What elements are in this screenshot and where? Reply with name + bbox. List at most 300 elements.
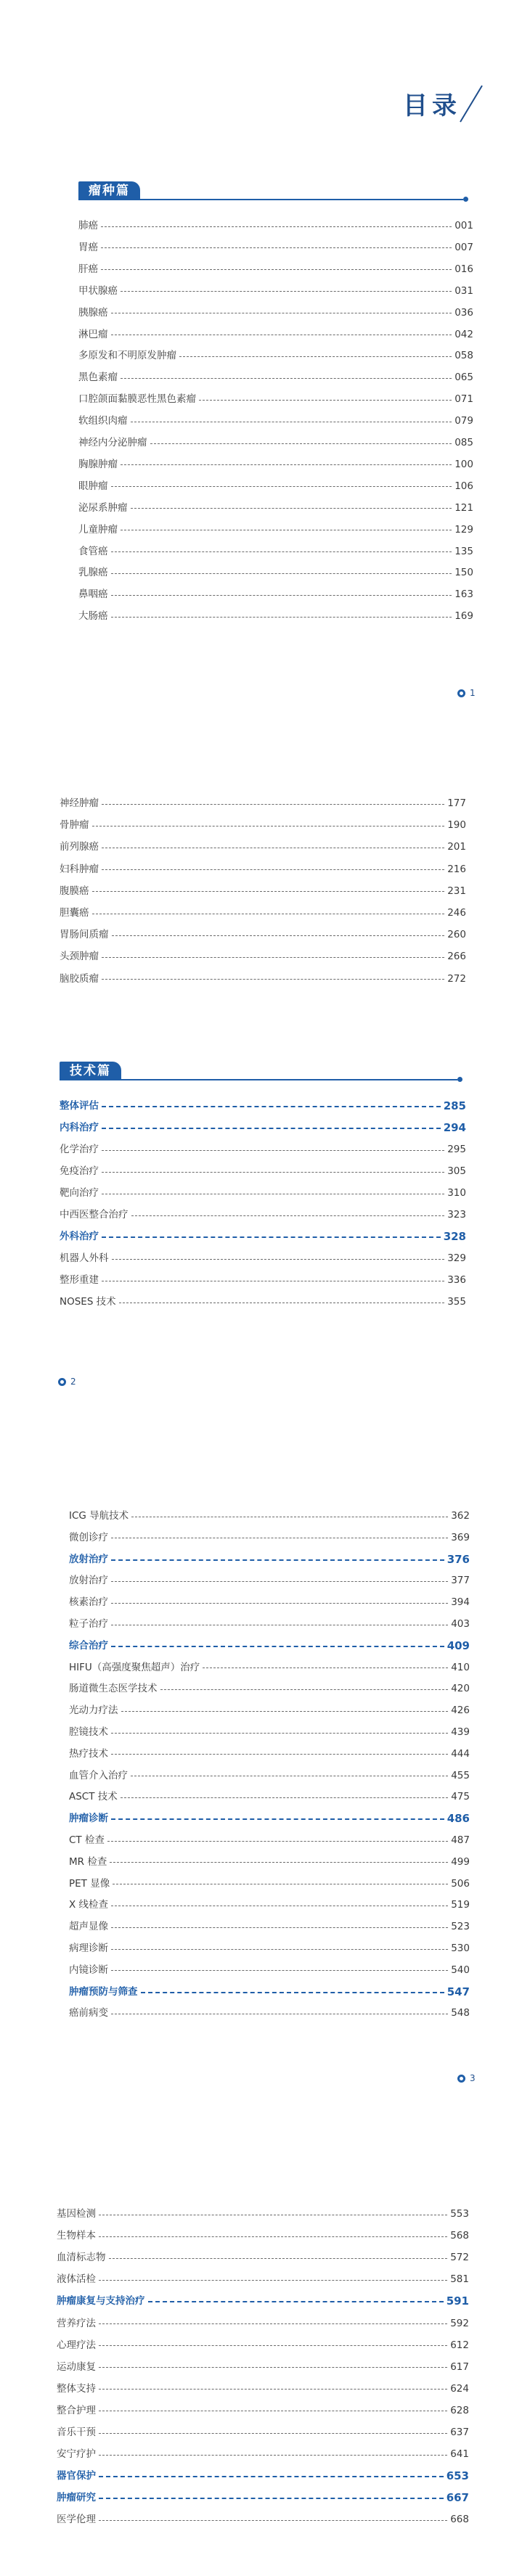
toc-entry-label: 胸腺肿瘤 [78,458,118,470]
toc-entry-page: 150 [454,567,473,579]
toc-row[interactable] [78,414,473,427]
toc-entry-page: 444 [451,1747,470,1760]
toc-entry-page: 591 [446,2294,469,2308]
dot-leader [99,2280,447,2281]
toc-entry-label: 多原发和不明原发肿瘤 [78,350,176,362]
toc-entry-label: 肝癌 [78,263,98,275]
toc-entry-page: 369 [451,1531,470,1543]
dot-leader [111,1970,448,1971]
toc-entry-page: 668 [450,2514,469,2526]
toc-entry-label: 前列腺癌 [60,841,99,853]
section-rule-dot [463,197,468,202]
toc-row[interactable] [69,1985,470,1998]
title-slash-decoration [0,0,530,145]
toc-row[interactable] [60,1121,466,1134]
toc-entry-label: 运动康复 [57,2360,96,2373]
toc-entry-page: 628 [450,2404,469,2416]
toc-entry-page: 592 [450,2317,469,2329]
dot-leader [99,2520,447,2521]
dot-leader [179,356,452,357]
toc-row[interactable] [78,501,473,514]
toc-entry-page: 328 [443,1230,466,1243]
toc-row[interactable] [78,349,473,362]
toc-entry-page: 519 [451,1899,470,1911]
dot-leader [121,464,452,465]
dot-leader [99,2389,447,2390]
toc-entry-label: 核素治疗 [69,1596,108,1609]
toc-row[interactable] [57,2339,469,2352]
toc-row[interactable] [69,1790,470,1803]
toc-entry-page: 305 [447,1165,466,1177]
toc-row[interactable] [57,2360,469,2374]
dot-leader [111,595,452,596]
section-badge: 瘤种篇 [78,181,140,200]
toc-row[interactable] [57,2448,469,2461]
toc-entry-page: 100 [454,458,473,470]
toc-entry-label: 机器人外科 [60,1252,109,1264]
toc-entry-label: 微创诊疗 [69,1531,108,1543]
toc-entry-label: HIFU（高强度聚焦超声）治疗 [69,1661,200,1673]
dot-leader [99,2433,447,2434]
toc-row[interactable] [57,2491,469,2504]
toc-row[interactable] [60,950,466,963]
toc-row[interactable] [69,1834,470,1847]
toc-entry-label: MR 检查 [69,1855,107,1868]
dot-leader [111,573,452,574]
dot-leader [111,1581,448,1582]
toc-row[interactable] [78,284,473,298]
dot-leader [101,269,452,270]
toc-entry-page: 523 [451,1921,470,1933]
toc-entry-page: 042 [454,328,473,340]
toc-entry-label: 妇科肿瘤 [60,863,99,875]
toc-row[interactable] [60,1099,466,1112]
toc-entry-page: 016 [454,263,473,275]
toc-entry-page: 106 [454,480,473,492]
toc-row[interactable] [69,1855,470,1869]
toc-entry-label: 肿瘤研究 [57,2492,96,2504]
toc-entry-page: 572 [450,2252,469,2264]
toc-entry-label: NOSES 技术 [60,1296,116,1308]
toc-entry-label: 肿瘤诊断 [69,1813,108,1825]
toc-entry-label: 整体评估 [60,1100,99,1112]
toc-entry-label: 化学治疗 [60,1144,99,1155]
toc-row[interactable] [69,1574,470,1587]
dot-leader [112,1259,445,1260]
toc-entry-page: 410 [451,1661,470,1673]
dot-leader [111,1733,448,1734]
toc-entry-page: 294 [443,1121,466,1134]
dot-leader [102,957,444,958]
toc-row[interactable] [60,928,466,941]
toc-row[interactable] [57,2469,469,2482]
toc-row[interactable] [69,1747,470,1760]
toc-row[interactable] [57,2404,469,2417]
toc-row[interactable] [78,263,473,276]
page-number: 1 [470,688,476,698]
page-marker [457,2073,476,2083]
toc-row[interactable] [57,2426,469,2439]
toc-entry-page: 499 [451,1855,470,1868]
toc-entry-page: 426 [451,1705,470,1717]
page-marker [58,1377,76,1387]
toc-row[interactable] [60,885,466,898]
dot-leader [101,226,452,227]
toc-entry-page: 403 [451,1618,470,1630]
toc-entry-label: 胰腺癌 [78,306,108,319]
toc-entry-label: 食管癌 [78,545,108,557]
dot-leader [102,979,444,980]
dot-leader [121,1711,449,1712]
dot-leader [111,1754,448,1755]
toc-entry-label: 黑色素瘤 [78,372,118,384]
toc-entry-label: 靶向治疗 [60,1187,99,1199]
toc-entry-page: 310 [447,1187,466,1199]
toc-row[interactable] [69,1877,470,1890]
toc-entry-page: 216 [447,863,466,875]
toc-row[interactable] [60,1186,466,1199]
toc-entry-label: 内科治疗 [60,1122,99,1133]
dot-leader [111,1646,444,1647]
toc-row[interactable] [69,1898,470,1911]
toc-entry-page: 653 [446,2469,469,2483]
toc-entry-page: 553 [450,2208,469,2220]
dot-leader [99,2367,447,2368]
toc-entry-label: 儿童肿瘤 [78,523,118,536]
toc-entry-label: 光动力疗法 [69,1705,118,1717]
toc-entry-page: 231 [447,885,466,897]
toc-row[interactable] [60,1273,466,1287]
toc-entry-label: 免疫治疗 [60,1165,99,1177]
dot-leader [141,1992,444,1993]
toc-entry-label: 肿瘤预防与筛查 [69,1985,138,1998]
toc-row[interactable] [69,1639,470,1652]
toc-entry-label: 淋巴瘤 [78,328,108,340]
dot-leader [112,935,445,936]
toc-row[interactable] [60,1165,466,1178]
toc-row[interactable] [69,1661,470,1674]
toc-entry-page: 547 [447,1985,470,1998]
toc-row[interactable] [60,797,466,810]
page-marker-icon [457,689,465,697]
dot-leader [199,400,452,401]
toc-entry-page: 190 [447,819,466,832]
toc-entry-label: 血清标志物 [57,2252,106,2264]
page-number: 2 [70,1377,76,1387]
dot-leader [160,1689,449,1690]
toc-entry-label: 软组织肉瘤 [78,415,128,427]
toc-row[interactable] [69,1920,470,1933]
section-rule-dot [457,1077,462,1082]
dot-leader [111,1818,444,1820]
dot-leader [99,2498,444,2499]
toc-entry-label: X 线检查 [69,1899,109,1911]
toc-entry-label: 胃肠间质瘤 [60,929,109,941]
toc-row[interactable] [78,566,473,579]
dot-leader [111,551,452,552]
page-marker-icon [58,1378,66,1386]
toc-entry-label: 营养疗法 [57,2317,96,2329]
toc-entry-label: 腹膜癌 [60,885,89,897]
toc-entry-page: 036 [454,306,473,319]
toc-row[interactable] [78,219,473,232]
toc-entry-page: 568 [450,2230,469,2242]
dot-leader [110,1862,448,1863]
section-badge: 技术篇 [60,1062,121,1080]
toc-title: 目录 [403,91,461,120]
toc-entry-page: 246 [447,907,466,919]
toc-entry-label: ICG 导航技术 [69,1510,129,1522]
toc-row[interactable] [78,523,473,536]
toc-entry-page: 065 [454,372,473,384]
toc-entry-page: 362 [451,1510,470,1522]
toc-row[interactable] [69,1531,470,1544]
section-rule [78,199,463,200]
dot-leader [99,2345,447,2346]
toc-entry-page: 581 [450,2273,469,2286]
dot-leader [131,508,452,509]
dot-leader [99,2476,444,2477]
dot-leader [109,2258,448,2259]
toc-entry-label: 外科治疗 [60,1231,99,1242]
toc-entry-page: 001 [454,220,473,231]
toc-row[interactable] [69,1509,470,1522]
toc-entry-page: 085 [454,437,473,448]
toc-entry-page: 455 [451,1769,470,1781]
section-rule [60,1079,457,1080]
toc-entry-label: 肿瘤康复与支持治疗 [57,2295,145,2308]
toc-entry-label: 放射治疗 [69,1575,108,1587]
toc-row[interactable] [69,1769,470,1782]
toc-row[interactable] [57,2273,469,2286]
dot-leader [102,869,444,870]
toc-entry-label: 器官保护 [57,2470,96,2482]
toc-entry-label: ASCT 技术 [69,1791,118,1803]
toc-row[interactable] [69,1704,470,1717]
toc-entry-page: 641 [450,2448,469,2461]
toc-entry-label: 胆囊癌 [60,907,89,919]
toc-entry-label: 神经肿瘤 [60,797,99,809]
toc-entry-page: 135 [454,545,473,557]
dot-leader [111,1559,444,1561]
toc-entry-page: 377 [451,1575,470,1587]
dot-leader [102,1106,441,1107]
dot-leader [102,1236,441,1238]
toc-row[interactable] [57,2229,469,2242]
page-marker-icon [457,2075,465,2083]
toc-entry-label: 安宁疗护 [57,2448,96,2461]
toc-row[interactable] [60,1230,466,1243]
toc-entry-label: 脑胶质瘤 [60,972,99,985]
toc-entry-label: 胃癌 [78,241,98,253]
toc-row[interactable] [60,1143,466,1156]
page-marker [457,688,476,698]
toc-entry-label: 甲状腺癌 [78,284,118,297]
toc-entry-label: 头颈肿瘤 [60,951,99,963]
toc-row[interactable] [69,1682,470,1695]
toc-row[interactable] [60,863,466,876]
toc-entry-label: 超声显像 [69,1921,108,1933]
toc-row[interactable] [60,840,466,853]
toc-entry-page: 624 [450,2382,469,2395]
toc-entry-label: 肺癌 [78,220,98,231]
toc-row[interactable] [69,1964,470,1977]
toc-row[interactable] [69,1617,470,1630]
toc-entry-label: 腔镜技术 [69,1726,108,1738]
dot-leader [101,247,452,248]
toc-entry-page: 266 [447,951,466,963]
toc-row[interactable] [78,480,473,493]
toc-row[interactable] [60,819,466,832]
toc-entry-label: 乳腺癌 [78,567,108,579]
toc-row[interactable] [69,1553,470,1566]
toc-row[interactable] [60,1208,466,1221]
toc-row[interactable] [78,328,473,341]
toc-entry-page: 177 [447,797,466,809]
toc-row[interactable] [78,458,473,471]
dot-leader [102,1128,441,1129]
dot-leader [111,486,452,487]
toc-row[interactable] [60,1252,466,1265]
dot-leader [99,2455,447,2456]
toc-row[interactable] [60,906,466,919]
dot-leader [111,1603,448,1604]
toc-row[interactable] [78,371,473,384]
toc-entry-page: 355 [447,1296,466,1308]
toc-entry-page: 169 [454,610,473,623]
toc-entry-label: 综合治疗 [69,1639,108,1652]
toc-entry-page: 530 [451,1943,470,1954]
dot-leader [121,291,452,292]
toc-row[interactable] [78,306,473,319]
toc-row[interactable] [78,436,473,449]
toc-entry-page: 007 [454,241,473,253]
toc-entry-label: 血管介入治疗 [69,1769,128,1781]
toc-row[interactable] [78,241,473,254]
toc-row[interactable] [60,1295,466,1308]
toc-entry-label: 音乐干预 [57,2427,96,2438]
toc-entry-label: 热疗技术 [69,1747,108,1760]
toc-entry-page: 260 [447,929,466,941]
toc-row[interactable] [78,610,473,623]
toc-entry-page: 336 [447,1274,466,1286]
toc-entry-page: 548 [451,2007,470,2019]
dot-leader [131,1215,445,1216]
toc-entry-label: 泌尿系肿瘤 [78,501,128,514]
toc-entry-page: 475 [451,1791,470,1803]
toc-row[interactable] [69,1812,470,1825]
toc-row[interactable] [57,2294,469,2308]
toc-row[interactable] [78,393,473,406]
dot-leader [148,2301,444,2302]
dot-leader [99,2323,447,2324]
dot-leader [99,2236,447,2237]
toc-entry-label: 整合护理 [57,2404,96,2416]
toc-entry-label: 粒子治疗 [69,1618,108,1630]
toc-row[interactable] [57,2513,469,2526]
toc-entry-page: 540 [451,1964,470,1976]
dot-leader [111,1927,448,1928]
toc-row[interactable] [78,588,473,601]
dot-leader [150,443,452,444]
toc-entry-label: 病理诊断 [69,1943,108,1954]
toc-entry-page: 486 [447,1812,470,1826]
toc-entry-page: 323 [447,1209,466,1221]
toc-entry-page: 272 [447,972,466,985]
toc-entry-label: 放射治疗 [69,1553,108,1565]
toc-entry-page: 667 [446,2491,469,2505]
section-header-tech [60,1062,466,1080]
toc-entry-page: 394 [451,1596,470,1609]
toc-entry-page: 329 [447,1252,466,1264]
toc-entry-page: 612 [450,2339,469,2351]
toc-entry-label: 口腔颌面黏膜恶性黑色素瘤 [78,393,196,406]
toc-entry-label: 眼肿瘤 [78,480,108,492]
toc-entry-page: 121 [454,501,473,514]
dot-leader [107,1841,448,1842]
toc-row[interactable] [57,2317,469,2330]
toc-entry-page: 295 [447,1144,466,1155]
toc-entry-page: 285 [443,1099,466,1112]
toc-row[interactable] [69,1726,470,1739]
toc-row[interactable] [57,2382,469,2395]
toc-entry-label: 神经内分泌肿瘤 [78,437,147,448]
dot-leader [111,617,452,618]
section-header-tumor [78,181,470,200]
toc-entry-page: 409 [447,1638,470,1652]
toc-entry-label: 内镜诊断 [69,1964,108,1976]
toc-entry-label: 整体支持 [57,2382,96,2395]
toc-entry-page: 376 [447,1552,470,1566]
toc-entry-page: 031 [454,284,473,297]
toc-entry-page: 071 [454,393,473,406]
toc-entry-label: 基因检测 [57,2208,96,2220]
toc-entry-page: 079 [454,415,473,427]
toc-row[interactable] [57,2207,469,2220]
dot-leader [92,891,445,892]
toc-entry-label: 骨肿瘤 [60,819,89,832]
toc-entry-label: 中西医整合治疗 [60,1209,129,1221]
toc-entry-label: 癌前病变 [69,2007,108,2019]
toc-row[interactable] [78,545,473,558]
toc-entry-page: 617 [450,2360,469,2373]
toc-entry-page: 637 [450,2427,469,2438]
dot-leader [102,1172,444,1173]
toc-entry-label: 心理疗法 [57,2339,96,2351]
toc-row[interactable] [69,1942,470,1955]
toc-entry-page: 487 [451,1834,470,1846]
dot-leader [102,804,444,805]
toc-entry-label: PET 显像 [69,1877,110,1890]
dot-leader [121,1797,448,1798]
toc-row[interactable] [69,2006,470,2019]
toc-row[interactable] [69,1596,470,1609]
toc-entry-page: 058 [454,350,473,362]
toc-entry-label: 液体活检 [57,2273,96,2286]
dot-leader [102,1150,444,1151]
toc-row[interactable] [60,972,466,985]
toc-entry-page: 201 [447,841,466,853]
toc-entry-page: 506 [451,1877,470,1890]
toc-entry-page: 420 [451,1683,470,1695]
toc-entry-label: 医学伦理 [57,2514,96,2526]
toc-row[interactable] [57,2251,469,2264]
toc-entry-page: 163 [454,588,473,601]
toc-entry-label: 整形重建 [60,1274,99,1286]
toc-entry-page: 439 [451,1726,470,1738]
toc-entry-label: 鼻咽癌 [78,588,108,601]
dot-leader [121,378,452,379]
